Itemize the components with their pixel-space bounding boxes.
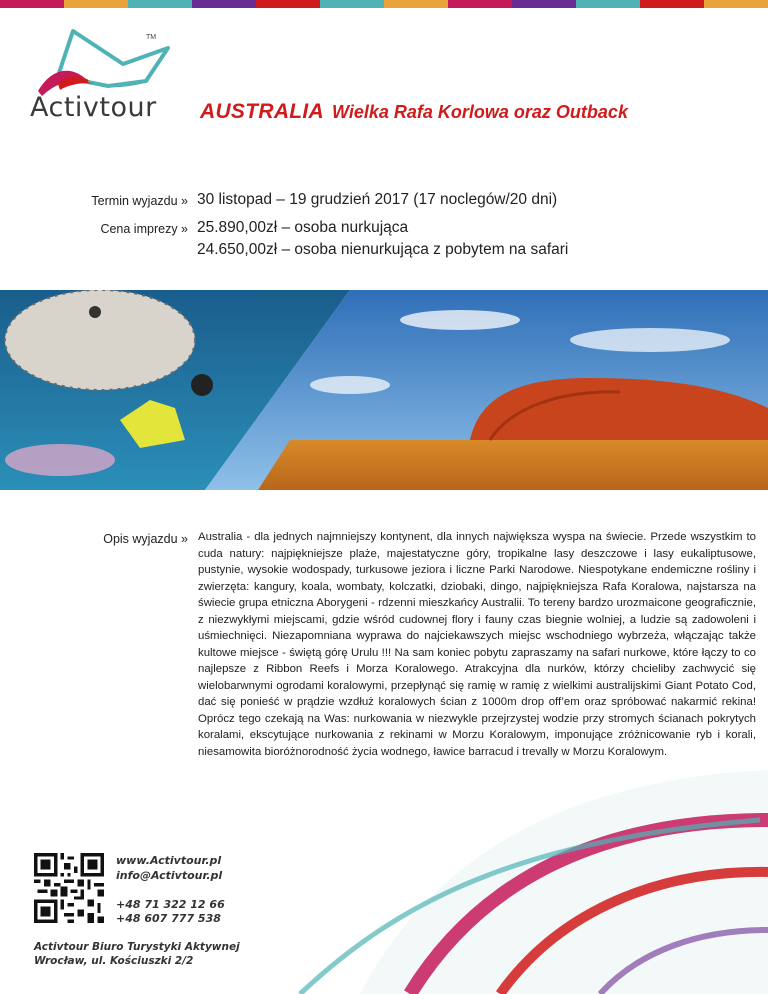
- qr-code-icon: [34, 853, 104, 923]
- price-label: Cena imprezy »: [100, 222, 188, 236]
- description-text: Australia - dla jednych najmniejszy kontynent, dla innych największa wyspa na świecie. Przede wszystkim to cuda natury: najpiękniejsze plaże, majestatyczne góry, tropikalne lasy deszczowe i lasy eukaliptusowe, pustynie, wysokie wodospady, turkusowe jeziora i liczne Parki Narodowe. Niespotykane endemiczne rośliny i zwierzęta: kangury, koala, wombaty, kolczatki, dziobaki, dingo, najpiękniejsza Rafa Koralowa, najstarsza na świecie grupa etniczna Aborygeni - rdzenni mieszkańcy Australii. To tereny bardzo urozmaicone geograficznie, z niezwykłymi miejscami, gdzie wśród cudownej flory i fauny czas biegnie wolniej, a ludzie są zadowoleni i uśmiechnięci. Niezapomniana wyprawa do najciekawszych miejsc wschodniego wybrzeża, włączając także kultowe miejsce - świętą górę Urulu !!! Na sam koniec pobytu zapraszamy na safari nurkowe, które łączy to co najlepsze z Ribbon Reefs i Morza Koralowego. Atrakcyjna dla nurków, którzy chcieliby zachwycić się wielobarwnymi ogrodami koralowymi, przepłynąć się ramię w ramię z wielkimi australijskimi Giant Potato Cod, dać się ponieść w prądzie wzdłuż koralowych ścian z 1000m drop off’em oraz spróbować nakarmić rekina! Oprócz tego czekają na Was: nurkowania w niezwykle przejrzystej wodzie przy stromych ścianach pokrytych koralami, ekscytujące nurkowania z rekinami w Morzu Koralowym, imponujące zróżnicowanie ryb i korali, niesamowita bioróżnorodność życia wodnego, ławice barracud i trevally w Morzu Koralowym.: [198, 531, 756, 758]
- price-line-2: 24.650,00zł – osoba nienurkująca z pobytem na safari: [197, 241, 569, 258]
- website-link[interactable]: www.Activtour.pl: [116, 854, 222, 867]
- title-sub: Wielka Rafa Korlowa oraz Outback: [332, 102, 628, 122]
- top-color-stripe: [0, 0, 768, 8]
- photo-collage: [0, 290, 768, 490]
- brand-name: Activtour: [30, 92, 157, 123]
- description-label: Opis wyjazdu »: [103, 532, 188, 546]
- date-value: 30 listopad – 19 grudzień 2017 (17 noclegów/20 dni): [197, 191, 558, 208]
- phone-1: +48 71 322 12 66: [116, 898, 225, 911]
- price-line-1: 25.890,00zł – osoba nurkująca: [197, 219, 409, 236]
- email-link[interactable]: info@Activtour.pl: [116, 869, 223, 882]
- date-label: Termin wyjazdu »: [91, 194, 188, 208]
- trademark-mark: TM: [146, 34, 157, 41]
- title-main: AUSTRALIA: [200, 100, 325, 123]
- company-name: Activtour Biuro Turystyki Aktywnej: [34, 941, 240, 953]
- company-address: Wrocław, ul. Kościuszki 2/2: [34, 955, 194, 967]
- phone-2: +48 607 777 538: [116, 912, 221, 925]
- page-title: [200, 100, 628, 124]
